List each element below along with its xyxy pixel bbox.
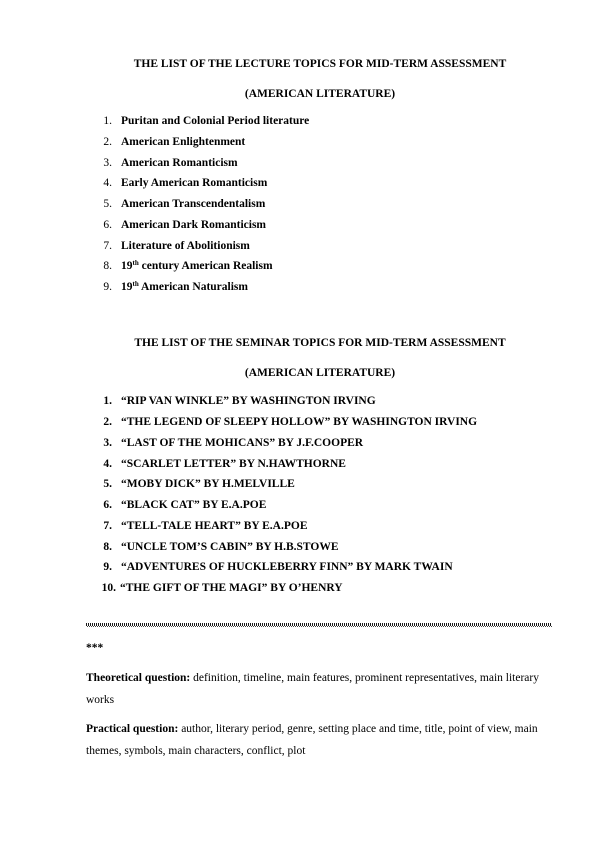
item-text: “LAST OF THE MOHICANS” BY J.F.COOPER	[121, 437, 364, 449]
item-text-sup: th	[132, 280, 139, 288]
item-text	[121, 260, 273, 272]
item-number: 2.	[103, 416, 112, 428]
theoretical-question	[86, 667, 546, 711]
item-text-pre: 19	[121, 281, 133, 293]
item-number: 5.	[103, 198, 112, 210]
item-text-post: century American Realism	[138, 260, 273, 272]
item-number: 8.	[103, 541, 112, 553]
item-number: 7.	[103, 240, 112, 252]
item-text: Literature of Abolitionism	[121, 240, 250, 252]
lecture-title: THE LIST OF THE LECTURE TOPICS FOR MID-TERM ASSESSMENT	[133, 58, 507, 70]
item-number: 7.	[103, 520, 112, 532]
item-number: 1.	[103, 395, 112, 407]
section-separator: ***	[86, 642, 104, 654]
item-number: 9.	[103, 281, 112, 293]
item-text: “BLACK CAT” BY E.A.POE	[121, 499, 267, 511]
item-text: “MOBY DICK” BY H.MELVILLE	[121, 478, 295, 490]
seminar-subtitle: (AMERICAN LITERATURE)	[244, 367, 396, 379]
item-text: “UNCLE TOM’S CABIN” BY H.B.STOWE	[121, 541, 339, 553]
practical-text: author, literary period, genre, setting place and time, title, point of view, main themes, symbols, main characters, conflict, plot	[86, 723, 538, 757]
item-text-pre: 19	[121, 260, 133, 272]
item-number: 5.	[103, 478, 112, 490]
theoretical-label: Theoretical question:	[86, 672, 191, 684]
item-text	[121, 281, 248, 293]
item-text: American Dark Romanticism	[121, 219, 267, 231]
item-text-sup: th	[132, 259, 139, 267]
item-text: “SCARLET LETTER” BY N.HAWTHORNE	[121, 458, 346, 470]
item-number: 8.	[103, 260, 112, 272]
item-number: 4.	[103, 458, 112, 470]
item-number: 6.	[103, 499, 112, 511]
item-text: American Romanticism	[121, 157, 238, 169]
item-text: American Enlightenment	[121, 136, 246, 148]
item-text: “THE LEGEND OF SLEEPY HOLLOW” BY WASHINGTON IRVING	[121, 416, 478, 428]
item-number: 9.	[103, 561, 112, 573]
item-text: American Transcendentalism	[121, 198, 266, 210]
item-text: “RIP VAN WINKLE” BY WASHINGTON IRVING	[121, 395, 376, 407]
theoretical-text: definition, timeline, main features, prominent representatives, main literary works	[86, 672, 539, 706]
item-number: 10.	[101, 582, 116, 594]
item-number: 4.	[103, 177, 112, 189]
item-number: 3.	[103, 437, 112, 449]
item-number: 2.	[103, 136, 112, 148]
item-number: 6.	[103, 219, 112, 231]
divider-shade	[86, 626, 552, 627]
item-text: “ADVENTURES OF HUCKLEBERRY FINN” BY MARK TWAIN	[121, 561, 453, 573]
item-text: “THE GIFT OF THE MAGI” BY O’HENRY	[120, 582, 343, 594]
lecture-subtitle: (AMERICAN LITERATURE)	[244, 88, 396, 100]
item-text: Puritan and Colonial Period literature	[121, 115, 310, 127]
item-text-post: American Naturalism	[138, 281, 248, 293]
practical-question	[86, 718, 546, 762]
practical-label: Practical question:	[86, 723, 179, 735]
item-number: 3.	[103, 157, 112, 169]
item-text: Early American Romanticism	[121, 177, 268, 189]
seminar-title: THE LIST OF THE SEMINAR TOPICS FOR MID-TERM ASSESSMENT	[134, 337, 506, 349]
item-text: “TELL-TALE HEART” BY E.A.POE	[121, 520, 308, 532]
item-number: 1.	[103, 115, 112, 127]
